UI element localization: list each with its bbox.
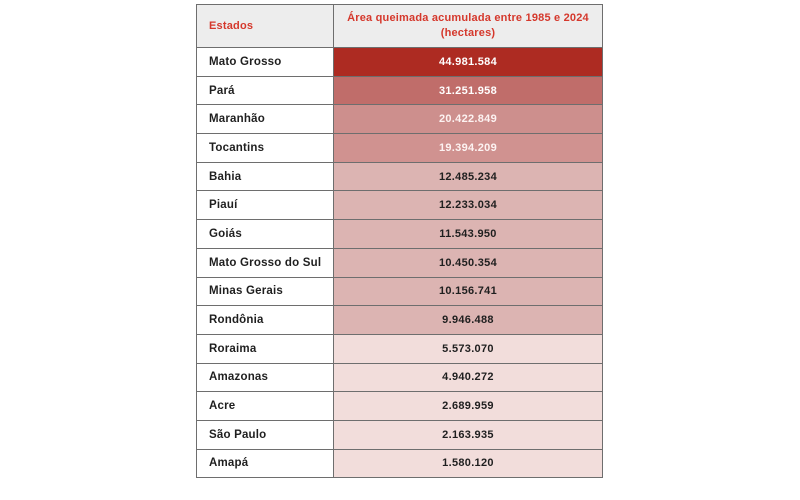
table-row — [197, 420, 603, 449]
burned-area-table — [196, 4, 603, 478]
table-row — [197, 334, 603, 363]
value-cell: 44.981.584 — [334, 48, 603, 77]
table-row — [197, 76, 603, 105]
table-row — [197, 363, 603, 392]
value-cell: 5.573.070 — [334, 334, 603, 363]
state-cell: Amapá — [197, 449, 334, 478]
table-body — [197, 48, 603, 478]
value-cell: 2.689.959 — [334, 392, 603, 421]
value-cell: 20.422.849 — [334, 105, 603, 134]
value-cell: 12.233.034 — [334, 191, 603, 220]
state-cell: Amazonas — [197, 363, 334, 392]
header-area-queimada — [334, 5, 603, 48]
state-cell: Roraima — [197, 334, 334, 363]
value-cell: 2.163.935 — [334, 420, 603, 449]
header-area-line2: (hectares) — [440, 27, 496, 39]
value-cell: 31.251.958 — [334, 76, 603, 105]
state-cell: Rondônia — [197, 306, 334, 335]
state-cell: Acre — [197, 392, 334, 421]
table-row — [197, 306, 603, 335]
table-row — [197, 449, 603, 478]
state-cell: Mato Grosso do Sul — [197, 248, 334, 277]
state-cell: Mato Grosso — [197, 48, 334, 77]
value-cell: 10.156.741 — [334, 277, 603, 306]
table-row — [197, 191, 603, 220]
value-cell: 10.450.354 — [334, 248, 603, 277]
value-cell: 1.580.120 — [334, 449, 603, 478]
state-cell: Minas Gerais — [197, 277, 334, 306]
state-cell: São Paulo — [197, 420, 334, 449]
table-row — [197, 134, 603, 163]
table-row — [197, 105, 603, 134]
state-cell: Maranhão — [197, 105, 334, 134]
state-cell: Piauí — [197, 191, 334, 220]
table-row — [197, 248, 603, 277]
header-area-line1: Área queimada acumulada entre 1985 e 2024 — [347, 12, 589, 25]
state-cell: Goiás — [197, 220, 334, 249]
state-cell: Pará — [197, 76, 334, 105]
value-cell: 4.940.272 — [334, 363, 603, 392]
value-cell: 9.946.488 — [334, 306, 603, 335]
state-cell: Bahia — [197, 162, 334, 191]
value-cell: 11.543.950 — [334, 220, 603, 249]
header-row — [197, 5, 603, 48]
value-cell: 19.394.209 — [334, 134, 603, 163]
table-row — [197, 220, 603, 249]
value-cell: 12.485.234 — [334, 162, 603, 191]
table-row — [197, 392, 603, 421]
table-row — [197, 277, 603, 306]
table-row — [197, 162, 603, 191]
table-row — [197, 48, 603, 77]
header-estados: Estados — [197, 5, 334, 48]
state-cell: Tocantins — [197, 134, 334, 163]
